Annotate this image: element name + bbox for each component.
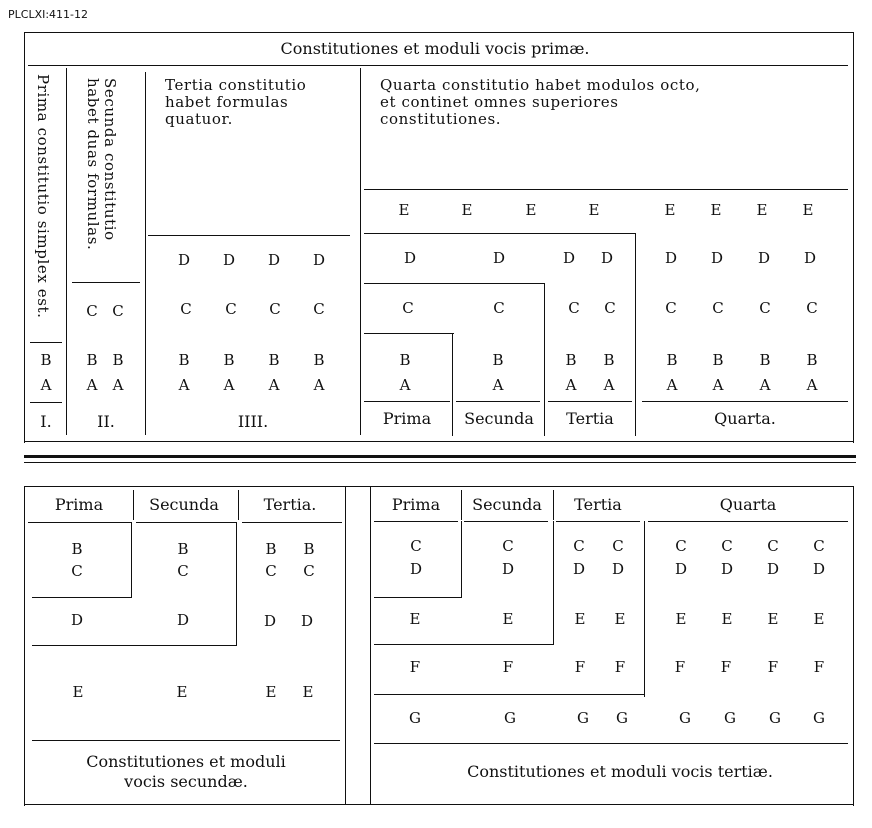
letter-f: F — [409, 658, 421, 676]
letter-b: B — [223, 351, 235, 369]
col2-text: Secunda constitutio habet duas formulas. — [84, 78, 119, 251]
letter-a: A — [565, 376, 577, 394]
letter-g: G — [504, 709, 516, 727]
letter-a: A — [112, 376, 124, 394]
letter-b: B — [399, 351, 411, 369]
letter-e: E — [675, 610, 687, 628]
letter-a: A — [399, 376, 411, 394]
letter-a: A — [178, 376, 190, 394]
letter-d: D — [176, 611, 190, 629]
letter-d: D — [803, 249, 817, 267]
letter-e: E — [710, 201, 722, 219]
letter-c: C — [410, 537, 422, 555]
letter-e: E — [302, 683, 314, 701]
header-quarta: Quarta — [719, 495, 777, 514]
letter-c: C — [180, 300, 192, 318]
label-tertia-num: IIII. — [237, 412, 269, 431]
letter-g: G — [813, 709, 825, 727]
letter-c: C — [767, 537, 779, 555]
header-tertia: Tertia. — [263, 495, 317, 514]
letter-e: E — [588, 201, 600, 219]
letter-c: C — [502, 537, 514, 555]
letter-a: A — [313, 376, 325, 394]
label-quarta: Quarta. — [714, 409, 776, 428]
letter-b: B — [759, 351, 771, 369]
letter-c: C — [269, 300, 281, 318]
letter-d: D — [710, 249, 724, 267]
letter-d: D — [720, 560, 734, 578]
letter-e: E — [614, 610, 626, 628]
letter-b: B — [492, 351, 504, 369]
letter-g: G — [769, 709, 781, 727]
letter-b: B — [806, 351, 818, 369]
letter-g: G — [724, 709, 736, 727]
letter-d: D — [572, 560, 586, 578]
letter-c: C — [313, 300, 325, 318]
letter-d: D — [766, 560, 780, 578]
letter-d: D — [600, 249, 614, 267]
letter-c: C — [86, 302, 98, 320]
letter-b: B — [303, 540, 315, 558]
label-prima: Prima — [382, 409, 432, 428]
letter-d: D — [267, 251, 281, 269]
letter-e: E — [721, 610, 733, 628]
letter-e: E — [398, 201, 410, 219]
letter-b: B — [112, 351, 124, 369]
letter-a: A — [268, 376, 280, 394]
letter-g: G — [409, 709, 421, 727]
letter-c: C — [675, 537, 687, 555]
letter-c: C — [265, 562, 277, 580]
letter-c: C — [402, 299, 414, 317]
letter-a: A — [223, 376, 235, 394]
letter-e: E — [756, 201, 768, 219]
letter-c: C — [721, 537, 733, 555]
header-prima: Prima — [54, 495, 104, 514]
letter-a: A — [492, 376, 504, 394]
letter-d: D — [664, 249, 678, 267]
letter-d: D — [300, 612, 314, 630]
letter-d: D — [403, 249, 417, 267]
letter-c: C — [806, 299, 818, 317]
letter-d: D — [222, 251, 236, 269]
letter-g: G — [616, 709, 628, 727]
letter-c: C — [71, 562, 83, 580]
reference-code: PLCLXI:411-12 — [8, 8, 89, 21]
letter-e: E — [525, 201, 537, 219]
letter-g: G — [679, 709, 691, 727]
label-secunda-num: II. — [97, 412, 115, 431]
letter-e: E — [502, 610, 514, 628]
letter-f: F — [813, 658, 825, 676]
letter-a: A — [759, 376, 771, 394]
header-tertia: Tertia — [574, 495, 622, 514]
letter-e: E — [409, 610, 421, 628]
letter-g: G — [577, 709, 589, 727]
letter-d: D — [501, 560, 515, 578]
letter-a: A — [603, 376, 615, 394]
letter-d: D — [562, 249, 576, 267]
letter-f: F — [720, 658, 732, 676]
col4-text: Quarta constitutio habet modulos octo, et continet omnes superiores constitutiones. — [380, 76, 701, 128]
letter-d: D — [263, 612, 277, 630]
letter-c: C — [612, 537, 624, 555]
letter-a: A — [806, 376, 818, 394]
letter-b: B — [712, 351, 724, 369]
col3-text: Tertia constitutio habet formulas quatuor. — [165, 76, 307, 128]
letter-d: D — [757, 249, 771, 267]
letter-b: B — [177, 540, 189, 558]
letter-e: E — [72, 683, 84, 701]
label-secunda: Secunda — [464, 409, 534, 428]
letter-e: E — [574, 610, 586, 628]
letter-c: C — [177, 562, 189, 580]
letter-b: B — [265, 540, 277, 558]
letter-e: E — [176, 683, 188, 701]
letter-e: E — [767, 610, 779, 628]
letter-a: A — [86, 376, 98, 394]
letter-d: D — [177, 251, 191, 269]
letter-c: C — [112, 302, 124, 320]
letter-e: E — [265, 683, 277, 701]
letter-d: D — [409, 560, 423, 578]
letter-a: A — [666, 376, 678, 394]
header-prima: Prima — [391, 495, 441, 514]
bottom-right-caption: Constitutiones et moduli vocis tertiæ. — [467, 762, 773, 781]
letter-c: C — [225, 300, 237, 318]
letter-a: A — [712, 376, 724, 394]
letter-f: F — [767, 658, 779, 676]
letter-c: C — [573, 537, 585, 555]
letter-f: F — [674, 658, 686, 676]
letter-b: B — [313, 351, 325, 369]
header-secunda: Secunda — [149, 495, 219, 514]
letter-e: E — [461, 201, 473, 219]
letter-b: B — [71, 540, 83, 558]
bottom-left-caption: Constitutiones et moduli vocis secundæ. — [86, 752, 286, 791]
letter-b: B — [86, 351, 98, 369]
letter-d: D — [674, 560, 688, 578]
letter-d: D — [812, 560, 826, 578]
letter-c: C — [303, 562, 315, 580]
letter-b: B — [565, 351, 577, 369]
letter-c: C — [759, 299, 771, 317]
letter-c: C — [712, 299, 724, 317]
letter-e: E — [664, 201, 676, 219]
header-secunda: Secunda — [472, 495, 542, 514]
letter-f: F — [614, 658, 626, 676]
letter-f: F — [502, 658, 514, 676]
letter-a: A — [40, 376, 52, 394]
letter-c: C — [604, 299, 616, 317]
letter-d: D — [312, 251, 326, 269]
letter-e: E — [813, 610, 825, 628]
letter-b: B — [268, 351, 280, 369]
letter-b: B — [603, 351, 615, 369]
letter-b: B — [178, 351, 190, 369]
top-table-title: Constitutiones et moduli vocis primæ. — [280, 39, 590, 58]
letter-f: F — [574, 658, 586, 676]
letter-c: C — [813, 537, 825, 555]
label-prima-num: I. — [40, 412, 52, 431]
letter-d: D — [70, 611, 84, 629]
letter-d: D — [611, 560, 625, 578]
letter-b: B — [666, 351, 678, 369]
letter-b: B — [40, 351, 52, 369]
label-tertia: Tertia — [566, 409, 614, 428]
letter-d: D — [492, 249, 506, 267]
letter-c: C — [568, 299, 580, 317]
letter-c: C — [493, 299, 505, 317]
col1-text: Prima constitutio simplex est. — [34, 74, 52, 319]
letter-e: E — [802, 201, 814, 219]
letter-c: C — [665, 299, 677, 317]
